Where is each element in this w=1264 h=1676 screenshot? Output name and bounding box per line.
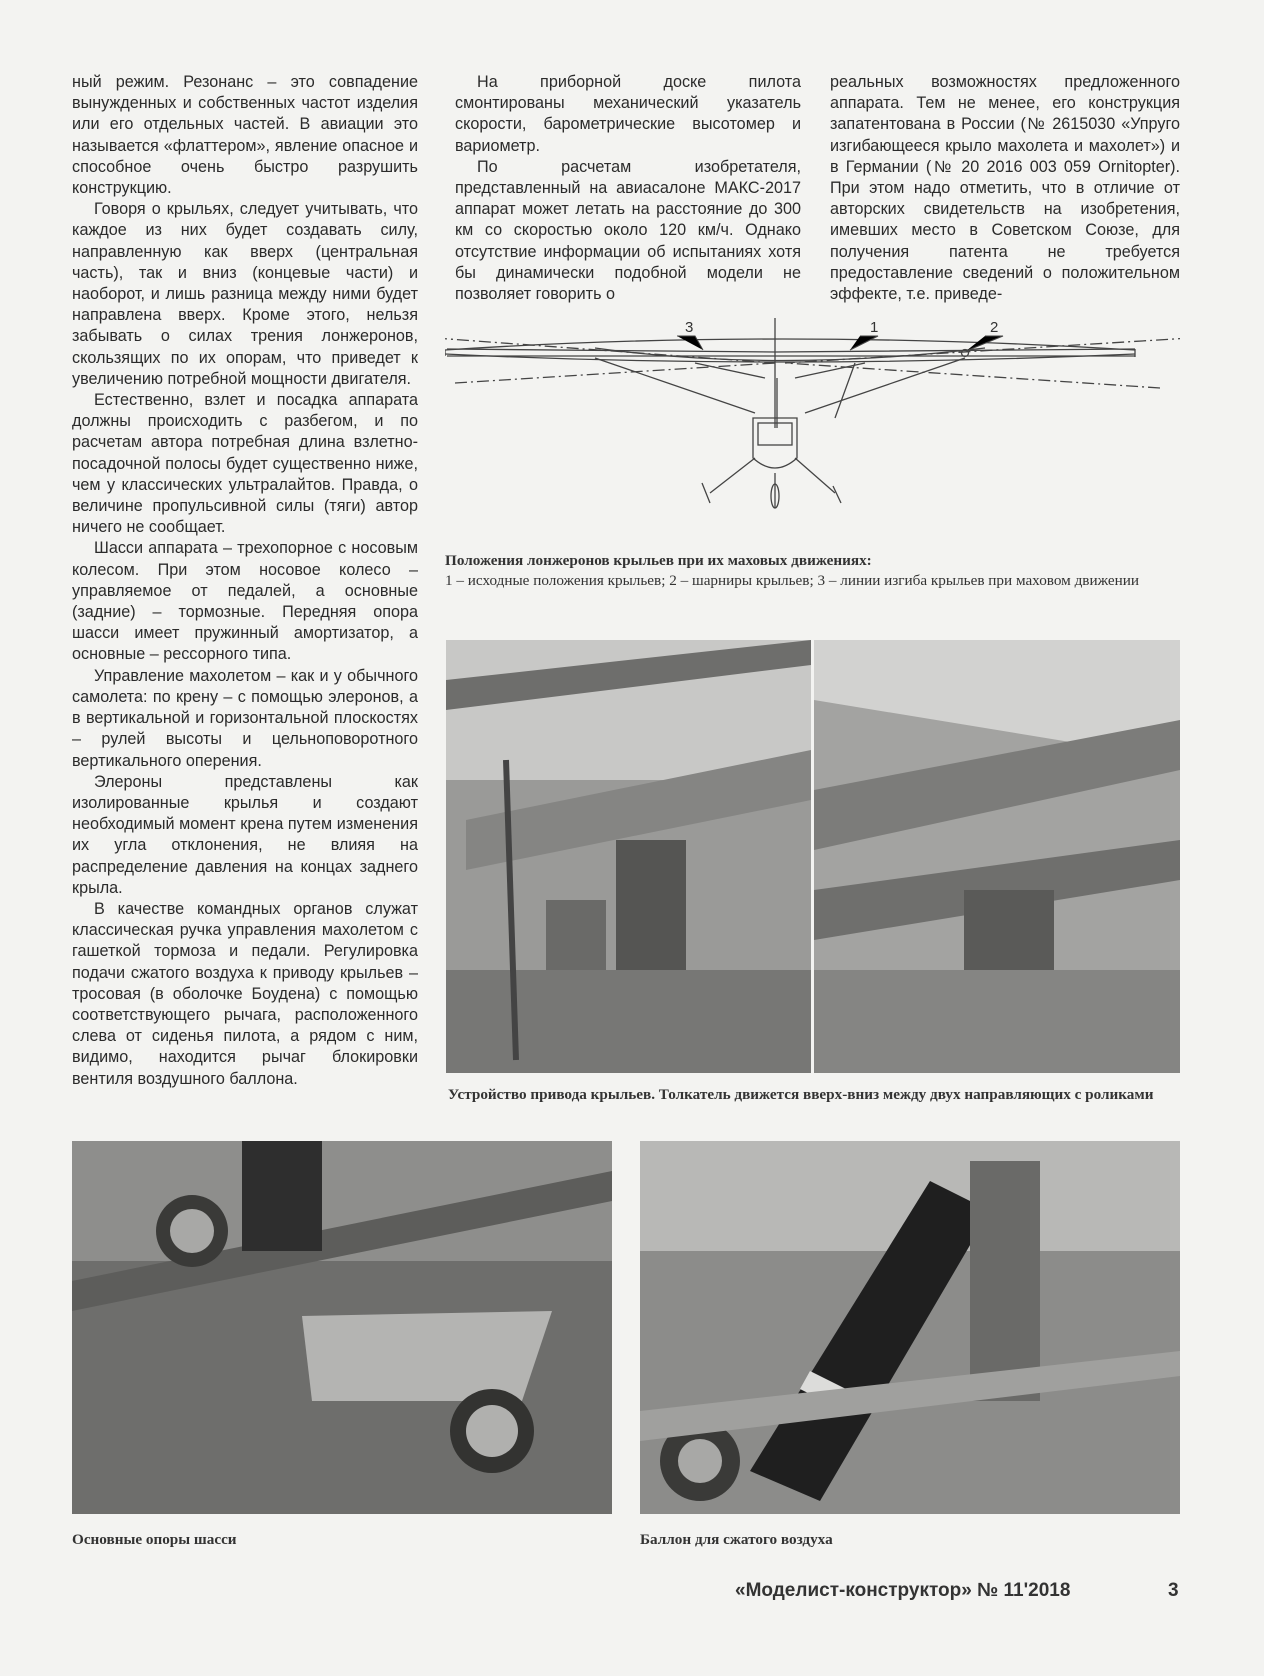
diagram-label-3: 3 [685,319,694,336]
diagram-caption-text: 1 – исходные положения крыльев; 2 – шарниры крыльев; 3 – линии изгиба крыльев при маховом движении [445,572,1140,589]
paragraph: Естественно, взлет и посадка аппарата должны происходить с разбегом, и по расчетам автора потребная длина взлетно-посадочной полосы будет существенно ниже, чем у классических ультралайтов. Правда, о величине пропульсивной силы (тяги) автор ничего не сообщает. [72,391,418,537]
diagram-caption-title: Положения лонжеронов крыльев при их маховых движениях: [445,552,872,569]
paragraph: Элероны представлены как изолированные крылья и создают необходимый момент крена путем изменения их угла отклонения, не влияя на распределение давления на концах заднего крыла. [72,772,418,897]
photo-air-tank [640,1141,1180,1514]
paragraph: ный режим. Резонанс – это совпадение вынужденных и собственных частот изделия или его отдельных частей. В авиации это называется «флаттером», явление опасное и способное очень быстро разрушить конструкцию. [72,73,418,198]
text-column-1 [72,72,418,1090]
text-column-2 [455,72,801,305]
drive-caption-text: Устройство привода крыльев. Толкатель движется вверх-вниз между двух направляющих с роликами [448,1086,1154,1103]
wing-diagram [445,318,1180,543]
tank-caption [640,1530,1180,1550]
paragraph: В качестве командных органов служат классическая ручка управления махолетом с гашеткой тормоза и педали. Регулировка подачи сжатого воздуха к приводу крыльев – тросовая (в оболочке Боудена) с помощью соответствующего рычага, расположенного слева от сиденья пилота, а рядом с ним, видимо, находится рычаг блокировки вентиля воздушного баллона. [72,899,418,1088]
paragraph: Шасси аппарата – трехопорное с носовым колесом. При этом носовое колесо – управляемое от педалей, а основные (задние) – тормозные. Передняя опора шасси имеет пружинный амортизатор, а основные – рессорного типа. [72,539,418,664]
diagram-label-2: 2 [990,319,999,336]
paragraph: На приборной доске пилота смонтированы механический указатель скорости, барометрические высотомер и вариометр. [455,73,801,155]
page-number: 3 [1168,1580,1179,1601]
diagram-caption [445,551,1175,591]
tank-caption-text: Баллон для сжатого воздуха [640,1531,833,1548]
diagram-label-1: 1 [870,319,879,336]
paragraph: реальных возможностях предложенного аппарата. Тем не менее, его конструкция запатентована в России (№ 2615030 «Упруго изгибающееся крыло махолета и махолет») и в Германии (№ 20 2016 003 059 Ornitopter). При этом надо отметить, что в отличие от авторских свидетельств на изобретения, имевших место в Советском Союзе, для получения патента не требуется предоставление сведений о положительном эффекте, т.е. приведе- [830,73,1180,304]
footer-journal-title: «Моделист-конструктор» № 11'2018 [735,1580,1071,1601]
photo-main-gear [72,1141,612,1514]
paragraph: По расчетам изобретателя, представленный на авиасалоне МАКС-2017 аппарат может летать на расстояние до 300 км со скоростью около 120 км/ч. Однако отсутствие информации об испытаниях хотя бы динамически подобной модели не позволяет говорить о [455,157,801,304]
gear-caption [72,1530,612,1550]
paragraph: Управление махолетом – как и у обычного самолета: по крену – с помощью элеронов, а в вертикальной и горизонтальной плоскостях – рулей высоты и цельноповоротного вертикального оперения. [72,666,418,770]
paragraph: Говоря о крыльях, следует учитывать, что каждое из них будет создавать силу, направленную как вверх (центральная часть), так и вниз (концевые части) и наоборот, и лишь разница между ними будет направлена вверх. Кроме этого, нельзя забывать о силах трения лонжеронов, скользящих по их опорам, что приведет к увеличению потребной мощности двигателя. [72,200,418,388]
photo-wing-drive-right [814,640,1180,1073]
drive-caption [448,1085,1178,1105]
photo-wing-drive-left [446,640,811,1073]
text-column-3 [830,72,1180,305]
gear-caption-text: Основные опоры шасси [72,1531,237,1548]
